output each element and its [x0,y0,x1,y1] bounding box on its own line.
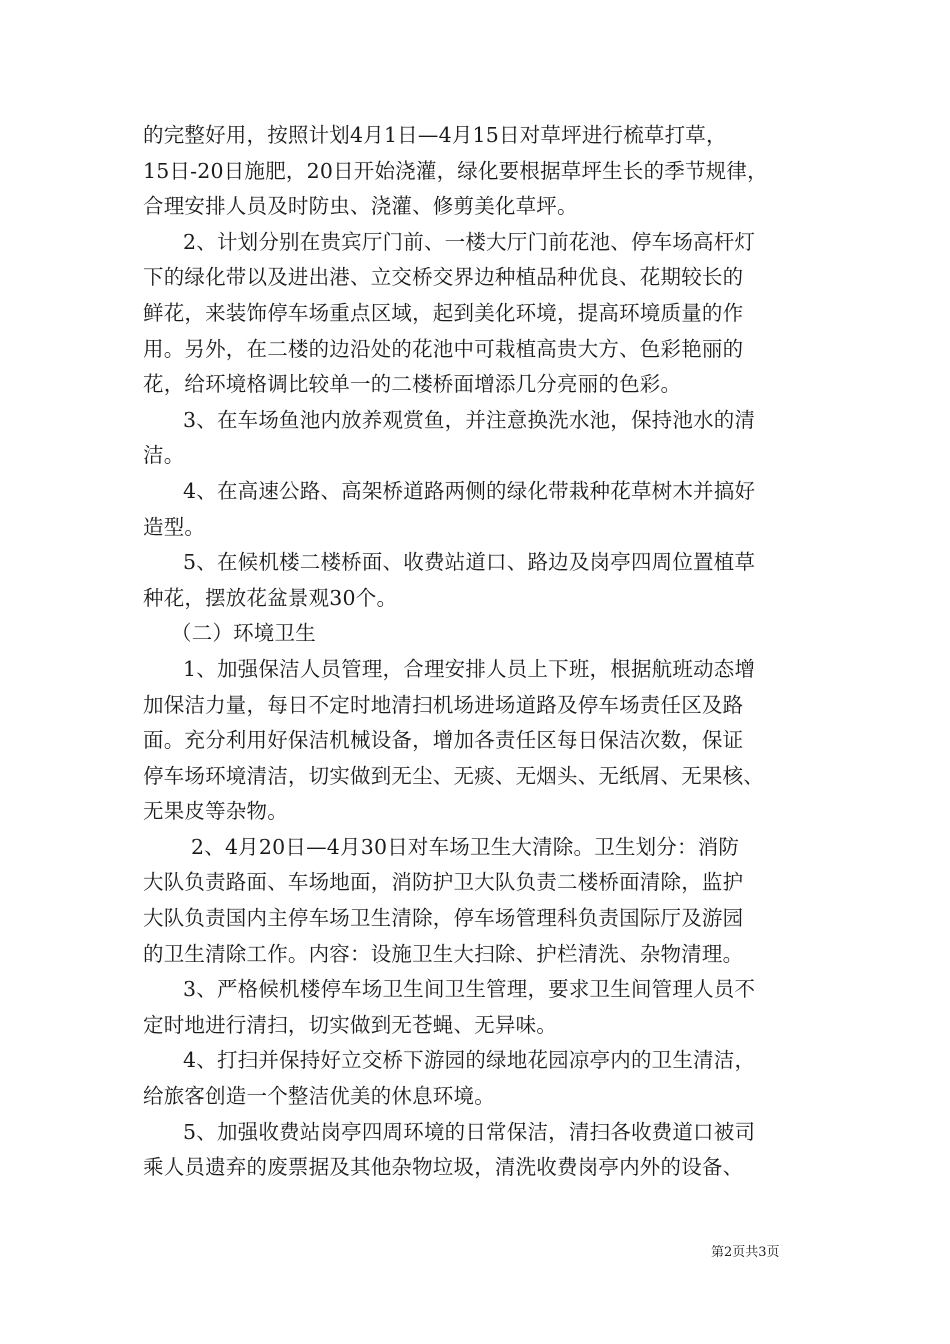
section-heading: （二）环境卫生 [171,621,316,646]
page-number: 第2页共3页 [711,1245,780,1260]
text-line: 鲜花，来装饰停车场重点区域，起到美化环境，提高环境质量的作 [143,300,744,325]
paragraph-start: 2、计划分别在贵宾厅门前、一楼大厅门前花池、停车场高杆灯 [183,229,756,254]
text-line: 乘人员遗弃的废票据及其他杂物垃圾，清洗收费岗亭内外的设备、 [143,1155,744,1180]
paragraph-start: 2、4月20日—4月30日对车场卫生大清除。卫生划分：消防 [191,834,740,859]
paragraph-start: 3、在车场鱼池内放养观赏鱼，并注意换洗水池，保持池水的清 [183,407,756,432]
text-line: 的卫生清除工作。内容：设施卫生大扫除、护栏清洗、杂物清理。 [143,941,744,966]
text-line: 大队负责路面、车场地面，消防护卫大队负责二楼桥面清除，监护 [143,870,744,895]
text-line: 15日-20日施肥，20日开始浇灌，绿化要根据草坪生长的季节规律， [143,158,768,183]
document-body [143,118,809,1186]
text-line: 用。另外，在二楼的边沿处的花池中可栽植高贵大方、色彩艳丽的 [143,336,744,361]
paragraph-start: 4、打扫并保持好立交桥下游园的绿地花园凉亭内的卫生清洁， [183,1048,756,1073]
paragraph-start: 3、严格候机楼停车场卫生间卫生管理，要求卫生间管理人员不 [183,977,756,1002]
text-line: 加保洁力量，每日不定时地清扫机场进场道路及停车场责任区及路 [143,692,744,717]
paragraph-start: 5、加强收费站岗亭四周环境的日常保洁，清扫各收费道口被司 [183,1119,756,1144]
text-line: 定时地进行清扫，切实做到无苍蝇、无异味。 [143,1012,557,1037]
text-line: 下的绿化带以及进出港、立交桥交界边种植品种优良、花期较长的 [143,265,744,290]
paragraph-start: 4、在高速公路、高架桥道路两侧的绿化带栽种花草树木并搞好 [183,478,756,503]
paragraph-start: 1、加强保洁人员管理，合理安排人员上下班，根据航班动态增 [183,656,756,681]
text-line: 造型。 [143,514,206,539]
text-line: 面。充分利用好保洁机械设备，增加各责任区每日保洁次数，保证 [143,728,744,753]
text-line: 给旅客创造一个整洁优美的休息环境。 [143,1084,495,1109]
text-line: 停车场环境清洁，切实做到无尘、无痰、无烟头、无纸屑、无果核、 [143,763,764,788]
text-line: 的完整好用，按照计划4月1日—4月15日对草坪进行梳草打草， [143,123,727,147]
paragraph-start: 5、在候机楼二楼桥面、收费站道口、路边及岗亭四周位置植草 [183,550,756,575]
text-line: 大队负责国内主停车场卫生清除，停车场管理科负责国际厅及游园 [143,906,744,931]
text-line: 无果皮等杂物。 [143,799,288,824]
text-line: 洁。 [143,443,185,468]
text-line: 花，给环境格调比较单一的二楼桥面增添几分亮丽的色彩。 [143,372,682,397]
text-line: 合理安排人员及时防虫、浇灌、修剪美化草坪。 [143,194,578,219]
text-line: 种花，摆放花盆景观30个。 [143,585,398,610]
